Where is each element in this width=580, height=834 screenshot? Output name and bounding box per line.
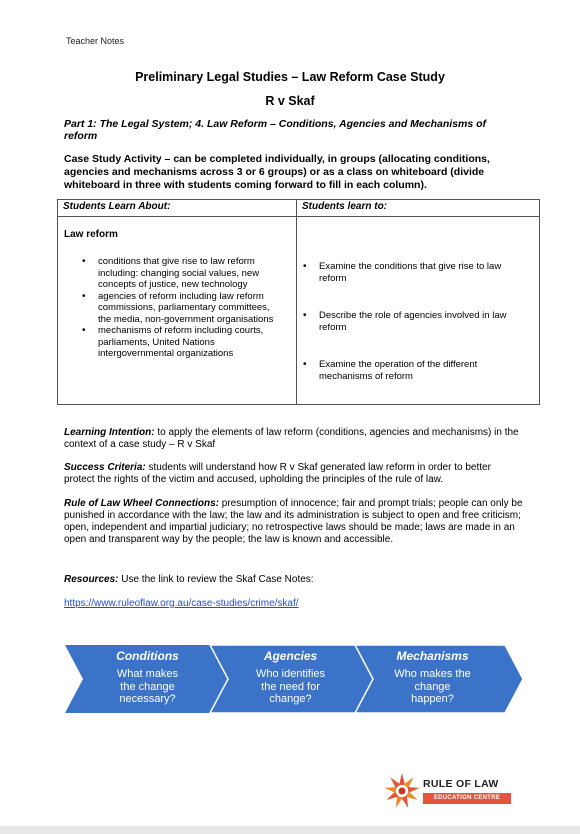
learn-about-list xyxy=(98,256,278,360)
question-line: the change xyxy=(120,680,175,693)
list-item: • Examine the operation of the different mechanisms of reform xyxy=(319,359,531,382)
list-item: • mechanisms of reform including courts, parliaments, United Nations intergovernmental organizations xyxy=(98,325,278,360)
rule-of-law-logo xyxy=(383,771,518,811)
question-line: necessary? xyxy=(119,693,176,705)
list-item: • conditions that give rise to law reform including: changing social values, new concepts of justice, new technology xyxy=(98,256,278,291)
learn-to-list xyxy=(319,261,531,382)
resources-label: Resources: xyxy=(64,574,119,585)
agencies-chevron xyxy=(233,645,348,711)
learn-about-header: Students Learn About: xyxy=(58,200,297,217)
mechanisms-question xyxy=(375,668,490,706)
rule-of-law-label: Rule of Law Wheel Connections: xyxy=(64,498,220,509)
logo-title: RULE OF LAW xyxy=(423,778,499,790)
law-reform-subheading: Law reform xyxy=(64,229,118,240)
skaf-case-notes-link[interactable]: https://www.ruleoflaw.org.au/case-studies/crime/skaf/ xyxy=(64,598,299,609)
starburst-icon xyxy=(383,771,421,811)
success-criteria-label: Success Criteria: xyxy=(64,462,146,473)
learning-intention xyxy=(64,427,524,451)
list-item: • agencies of reform including law reform commissions, parliamentary committees, the media, non-government organisations xyxy=(98,291,278,326)
syllabus-part: Part 1: The Legal System; 4. Law Reform – Conditions, Agencies and Mechanisms of reform xyxy=(64,118,487,142)
question-line: Who makes the xyxy=(394,668,471,680)
success-criteria xyxy=(64,462,524,486)
activity-description: Case Study Activity – can be completed individually, in groups (allocating conditions, agencies and mechanisms across 3 or 6 groups) or as a class on whiteboard (divide whiteboard in three with students coming forward to fill in each column). xyxy=(64,153,490,191)
mechanisms-chevron xyxy=(375,645,490,711)
question-line: Who identifies xyxy=(255,668,326,680)
page-bottom-edge xyxy=(0,826,580,834)
learn-to-header: Students learn to: xyxy=(297,200,540,217)
resources xyxy=(64,574,524,586)
question-line: the need for xyxy=(261,680,320,693)
agencies-question xyxy=(233,668,348,706)
syllabus-table xyxy=(57,199,540,405)
rule-of-law-text: presumption of innocence; fair and prompt trials; people can only be punished in accordance with the law; the law and its administration is subject to open and free criticism; open, independent and impartial judiciary; no retrospective laws should be made; laws are made in an open and transparent way by the people; the law is known and accessible. xyxy=(64,498,523,545)
conditions-chevron xyxy=(90,645,205,711)
learning-intention-label: Learning Intention: xyxy=(64,427,155,438)
logo-subtitle: EDUCATION CENTRE xyxy=(423,793,511,804)
question-line: change? xyxy=(269,693,312,705)
mechanisms-label: Mechanisms xyxy=(396,649,469,663)
question-line: happen? xyxy=(411,693,454,705)
case-title: R v Skaf xyxy=(265,94,315,108)
resources-text: Use the link to review the Skaf Case Notes: xyxy=(118,574,314,585)
conditions-label: Conditions xyxy=(116,649,179,663)
learn-about-cell xyxy=(58,217,297,405)
agencies-label: Agencies xyxy=(263,649,318,663)
teacher-notes-label: Teacher Notes xyxy=(66,36,125,46)
list-item: • Describe the role of agencies involved in law reform xyxy=(319,310,531,333)
list-item: • Examine the conditions that give rise to law reform xyxy=(319,261,531,284)
document-title: Preliminary Legal Studies – Law Reform Case Study xyxy=(135,70,445,84)
conditions-question xyxy=(90,668,205,706)
question-line: What makes xyxy=(116,668,179,680)
success-criteria-text: students will understand how R v Skaf generated law reform in order to better protect the rights of the victim and accused, upholding the principles of the rule of law. xyxy=(64,462,491,485)
question-line: change xyxy=(414,680,451,693)
learn-to-cell xyxy=(297,217,540,405)
rule-of-law-connections xyxy=(64,498,524,546)
learning-intention-text: to apply the elements of law reform (conditions, agencies and mechanisms) in the context of a case study – R v Skaf xyxy=(64,427,519,450)
